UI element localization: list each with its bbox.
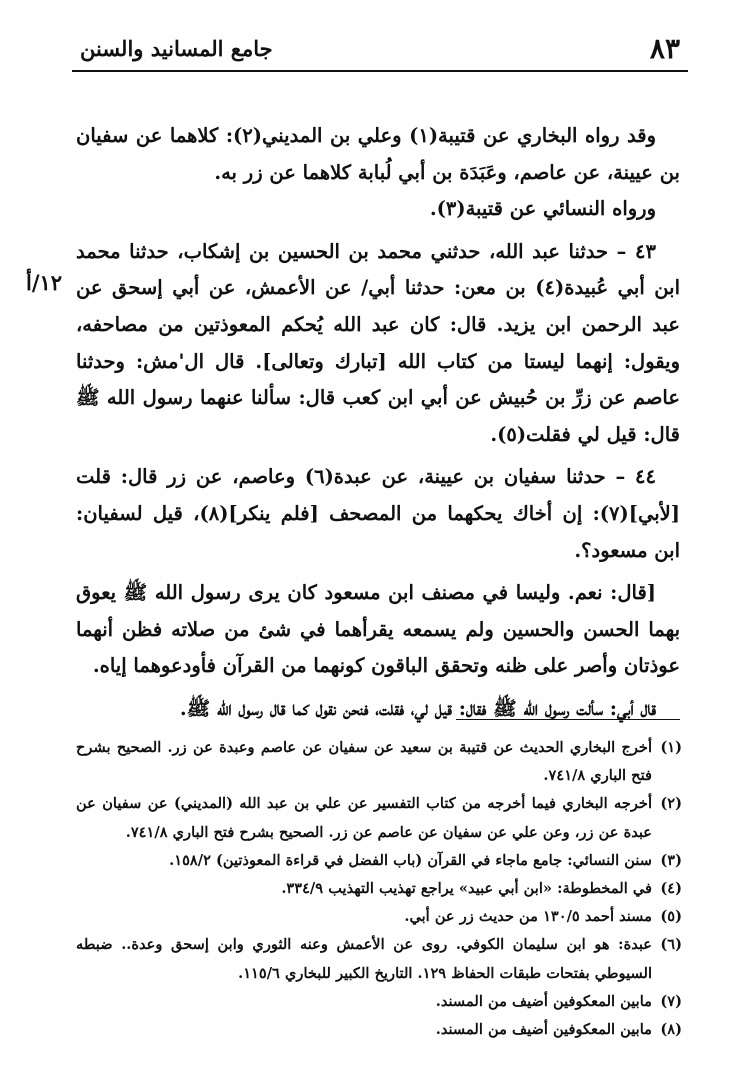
paragraph: [قال: نعم. وليسا في مصنف ابن مسعود كان يرى رسول الله ﷺ يعوق بهما الحسن والحسين ولم يسمعه يقرأهما في شئ من صلاته فظن أنهما عوذتان وأصر على ظنه وتحقق الباقون كونهما من القرآن فأودعوهما إياه.: [76, 581, 680, 678]
footnote-text: في المخطوطة: «ابن أبي عبيد» يراجع تهذيب التهذيب ٣٣٤/٩.: [281, 880, 652, 898]
footnote-text: عبدة: هو ابن سليمان الكوفي. روى عن الأعمش وعنه الثوري وابن إسحق وعدة.. ضبطه السيوطي بفتحات طبقات الحفاظ ١٢٩. التاريخ الكبير للبخاري ١١٥/٦.: [76, 936, 652, 982]
page-header: [72, 30, 688, 72]
footnote: [76, 847, 682, 875]
footnote-text: أخرجه البخاري فيما أخرجه من كتاب التفسير عن علي بن عبد الله (المديني) عن سفيان عن عبدة عن زر، وعن علي عن سفيان عن عاصم عن زر. الصحيح بشرح فتح الباري ٧٤١/٨.: [76, 795, 652, 841]
footnote-text: مابين المعكوفين أضيف من المسند.: [435, 992, 652, 1010]
footnote-number: (٢): [660, 795, 682, 813]
footnote-divider: [456, 719, 680, 720]
footnote: [76, 1016, 682, 1044]
footnote: [76, 988, 682, 1016]
paragraph: قال أبي: سألت رسول الله ﷺ فقال: قيل لي، فقلت، فنحن نقول كما قال رسول الله ﷺ.: [179, 696, 656, 720]
footnote-number: (٣): [660, 851, 682, 869]
footnote-text: سنن النسائي: جامع ماجاء في القرآن (باب الفضل في قراءة المعوذتين) ١٥٨/٢.: [169, 851, 652, 869]
paragraph: وقد رواه البخاري عن قتيبة(١) وعلي بن المديني(٢): كلاهما عن سفيان بن عيينة، عن عاصم، وعَبَدَة بن أبي لُبابة كلاهما عن زر به.: [76, 124, 680, 184]
footnote: [76, 903, 682, 931]
footnote-text: مابين المعكوفين أضيف من المسند.: [435, 1021, 652, 1039]
hadith-44: ٤٤ – حدثنا سفيان بن عيينة، عن عبدة(٦) وعاصم، عن زر قال: قلت [لأبي](٧): إن أخاك يحكهما من المصحف [فلم ينكر](٨)، قيل لسفيان: ابن مسعود؟.: [76, 465, 680, 562]
footnote-number: (٥): [660, 908, 682, 926]
footnote: [76, 875, 682, 903]
footnote-text: أخرج البخاري الحديث عن قتيبة بن سعيد عن سفيان عن عاصم وعبدة عن زر. الصحيح بشرح فتح الباري ٧٤١/٨.: [76, 739, 652, 785]
footnote-number: (٨): [660, 1021, 682, 1039]
page-number: ٨٣: [649, 32, 680, 65]
footnote-text: مسند أحمد ١٣٠/٥ من حديث زر عن أبي.: [404, 908, 652, 926]
main-text: [76, 118, 680, 728]
footnotes: [76, 734, 682, 1044]
footnote-number: (٧): [660, 992, 682, 1010]
footnote: [76, 931, 682, 987]
footnote-number: (٦): [660, 936, 682, 954]
paragraph: ورواه النسائي عن قتيبة(٣).: [429, 197, 656, 221]
running-title: جامع المسانيد والسنن: [80, 36, 273, 61]
footnote-number: (١): [660, 739, 682, 756]
footnote: [76, 790, 682, 846]
footnote: [76, 734, 682, 790]
manuscript-folio-note: ١٢/أ: [26, 270, 63, 295]
hadith-43: ٤٣ – حدثنا عبد الله، حدثني محمد بن الحسين بن إشكاب، حدثنا محمد ابن أبي عُبيدة(٤) بن معن: حدثنا أبي/ عن الأعمش، عن أبي إسحق عن عبد الرحمن ابن يزيد. قال: كان عبد الله يُحكم المعوذتين من مصاحفه، ويقول: إنهما ليستا من كتاب الله [تبارك وتعالى]. قال ال'مش: وحدثنا عاصم عن زرِّ بن حُبيش عن أبي ابن كعب قال: سألنا عنهما رسول الله ﷺ قال: قيل لي فقلت(٥).: [76, 239, 680, 446]
footnote-number: (٤): [660, 880, 682, 898]
